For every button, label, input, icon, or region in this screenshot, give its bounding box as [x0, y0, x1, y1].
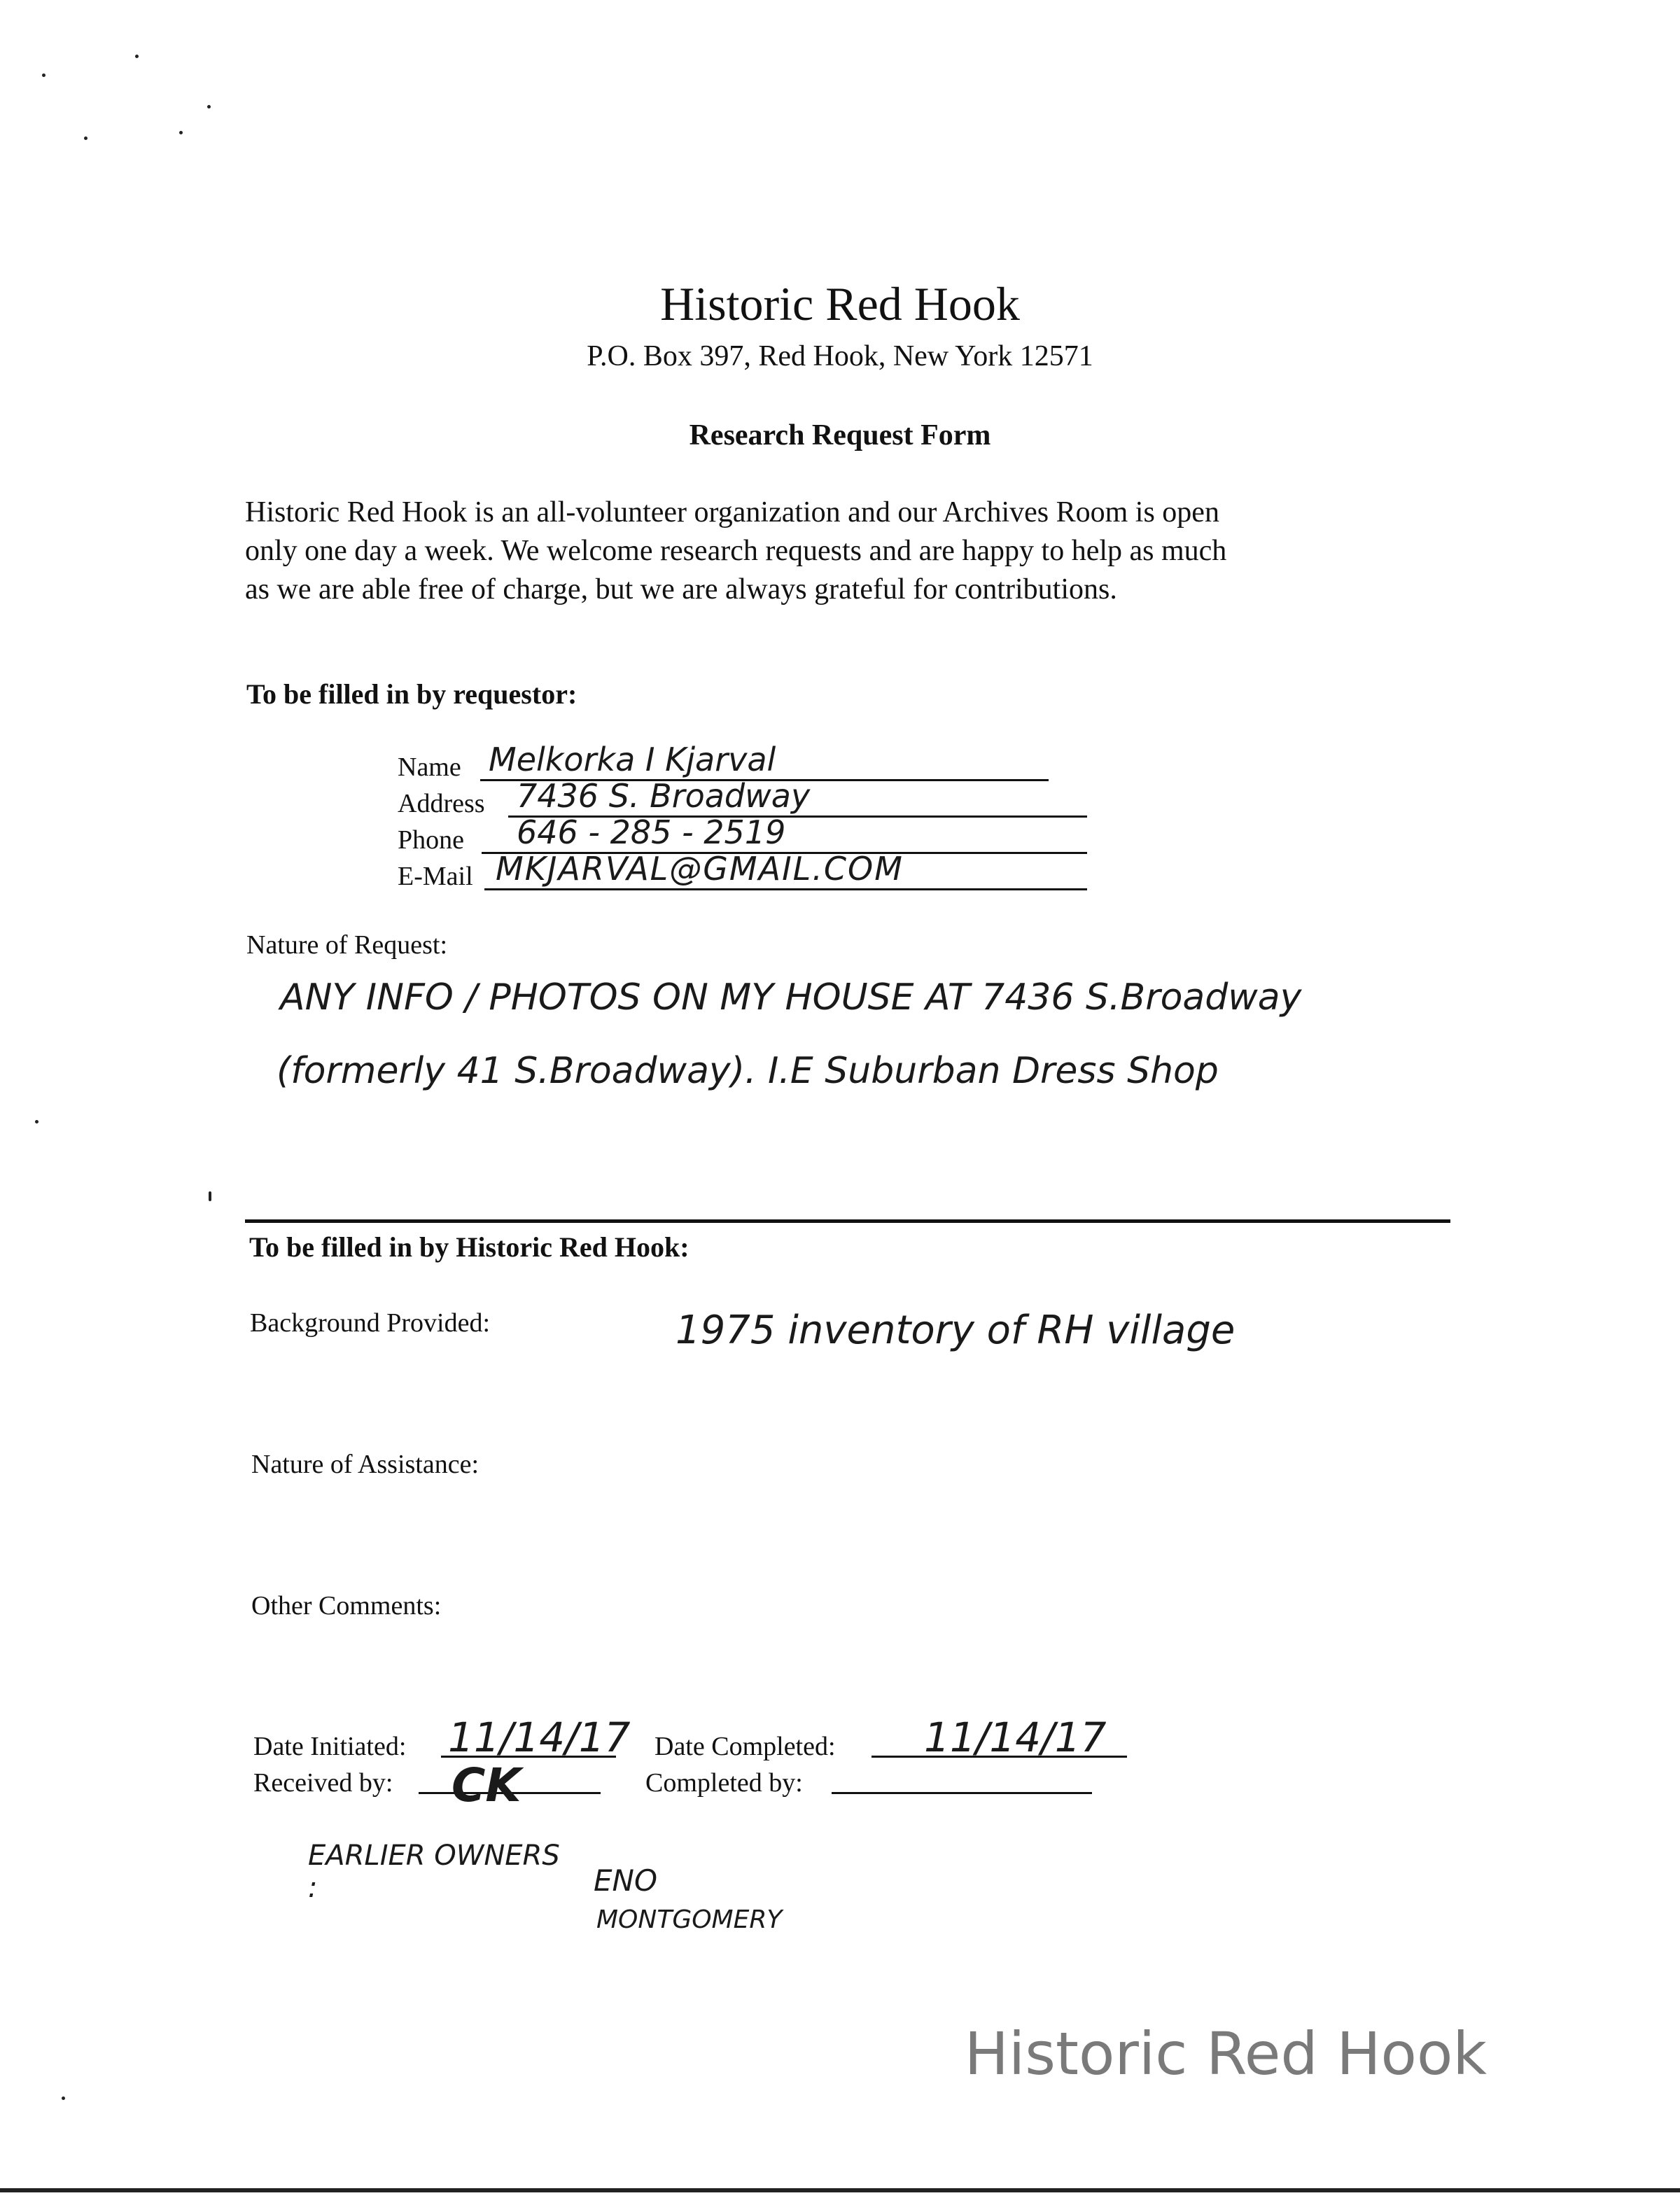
nature-of-request-line[interactable]: (formerly 41 S.Broadway). I.E Suburban Dress Shop: [276, 1050, 1219, 1092]
received-by-initials[interactable]: CK: [451, 1758, 522, 1812]
email-field: [398, 850, 1087, 892]
background-provided-label: Background Provided:: [250, 1308, 491, 1338]
scan-speck: [135, 55, 139, 58]
form-title: Research Request Form: [689, 419, 991, 451]
scan-speck: [209, 1191, 211, 1201]
owner-name: MONTGOMERY: [596, 1905, 783, 1934]
watermark: Historic Red Hook: [964, 2019, 1487, 2088]
intro-paragraph: [245, 493, 1477, 609]
other-comments-label: Other Comments:: [251, 1591, 442, 1620]
nature-of-assistance-label: Nature of Assistance:: [251, 1450, 479, 1479]
intro-line: Historic Red Hook is an all-volunteer organization and our Archives Room is open: [245, 496, 1219, 528]
completed-by-underline: [832, 1792, 1092, 1794]
scan-speck: [84, 136, 88, 140]
address-value[interactable]: 7436 S. Broadway: [517, 777, 811, 815]
email-label: E-Mail: [398, 862, 473, 891]
date-completed-label: Date Completed:: [654, 1732, 836, 1761]
staff-heading: To be filled in by Historic Red Hook:: [249, 1231, 690, 1263]
org-title: Historic Red Hook: [660, 277, 1020, 330]
scan-edge: [0, 2188, 1680, 2192]
requestor-heading: To be filled in by requestor:: [246, 678, 578, 710]
address-label: Address: [398, 789, 485, 818]
background-provided-value[interactable]: 1975 inventory of RH village: [676, 1308, 1236, 1353]
nature-of-request-label: Nature of Request:: [246, 930, 448, 960]
date-completed-value[interactable]: 11/14/17: [924, 1714, 1107, 1761]
intro-line: only one day a week. We welcome research requests and are happy to help as much: [245, 535, 1227, 567]
nature-of-request-line[interactable]: ANY INFO / PHOTOS ON MY HOUSE AT 7436 S.Broadway: [280, 976, 1302, 1018]
scan-speck: [62, 2096, 65, 2100]
completed-by-label: Completed by:: [645, 1768, 803, 1798]
date-initiated-value[interactable]: 11/14/17: [448, 1714, 631, 1761]
email-underline: [484, 888, 1087, 890]
intro-line: as we are able free of charge, but we are always grateful for contributions.: [245, 573, 1117, 606]
owner-name: ENO: [594, 1863, 658, 1898]
email-value[interactable]: MKJARVAL@GMAIL.COM: [496, 850, 904, 888]
phone-value[interactable]: 646 - 285 - 2519: [517, 813, 786, 851]
org-address: P.O. Box 397, Red Hook, New York 12571: [587, 340, 1093, 372]
scan-speck: [179, 131, 183, 134]
name-value[interactable]: Melkorka I Kjarval: [489, 741, 776, 778]
date-initiated-label: Date Initiated:: [253, 1732, 407, 1761]
scan-speck: [35, 1120, 38, 1124]
scan-speck: [42, 74, 46, 77]
scan-speck: [207, 105, 211, 108]
earlier-owners-note: EARLIER OWNERS :: [308, 1840, 560, 1904]
section-divider: [245, 1219, 1450, 1223]
name-label: Name: [398, 752, 461, 782]
phone-label: Phone: [398, 825, 464, 855]
received-by-label: Received by:: [253, 1768, 393, 1798]
